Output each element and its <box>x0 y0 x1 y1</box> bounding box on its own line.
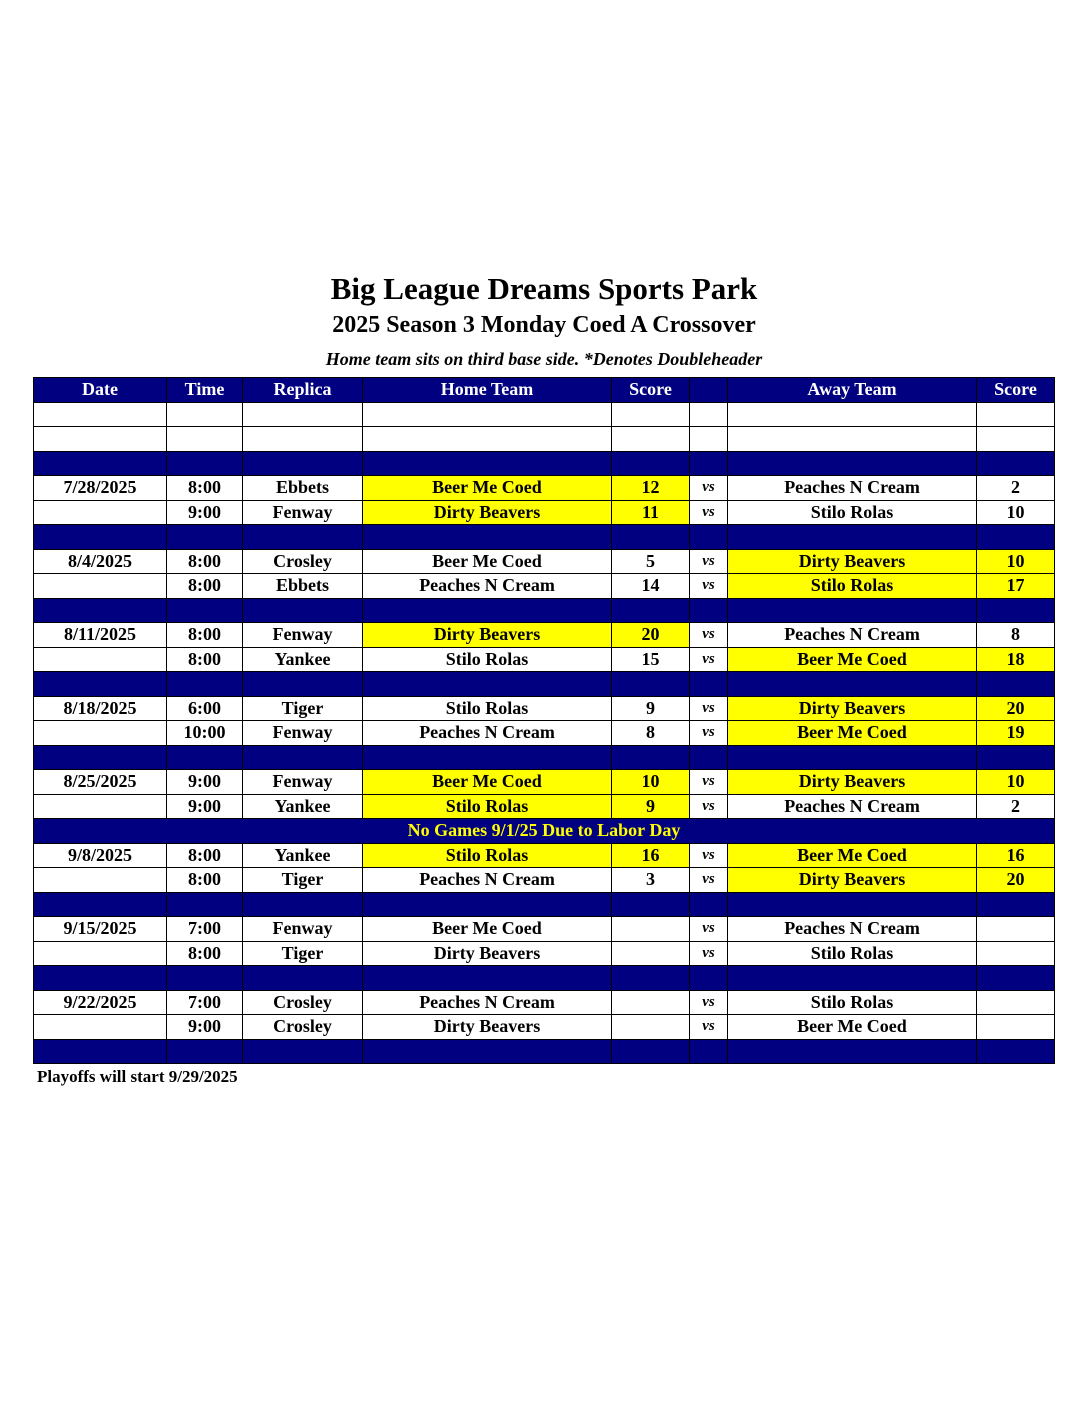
away-score-cell: 19 <box>977 721 1055 746</box>
home-score-cell: 20 <box>612 623 690 648</box>
time-cell: 9:00 <box>167 794 243 819</box>
away-score-cell: 10 <box>977 500 1055 525</box>
date-cell <box>34 868 167 893</box>
date-cell: 8/18/2025 <box>34 696 167 721</box>
empty-cell <box>243 672 363 697</box>
vs-cell: vs <box>690 549 728 574</box>
empty-cell <box>243 525 363 550</box>
time-cell: 8:00 <box>167 941 243 966</box>
empty-cell <box>690 966 728 991</box>
empty-cell <box>34 427 167 452</box>
away-score-cell: 16 <box>977 843 1055 868</box>
away-score-cell: 17 <box>977 574 1055 599</box>
empty-cell <box>728 525 977 550</box>
date-cell <box>34 941 167 966</box>
replica-cell: Ebbets <box>243 476 363 501</box>
date-cell: 8/4/2025 <box>34 549 167 574</box>
home-score-cell: 9 <box>612 794 690 819</box>
column-header-away-score: Score <box>977 378 1055 403</box>
replica-cell: Tiger <box>243 696 363 721</box>
game-row <box>34 1015 1055 1040</box>
game-row <box>34 917 1055 942</box>
away-team-cell: Dirty Beavers <box>728 868 977 893</box>
empty-cell <box>977 525 1055 550</box>
empty-cell <box>34 892 167 917</box>
vs-cell: vs <box>690 696 728 721</box>
empty-cell <box>612 402 690 427</box>
game-row <box>34 868 1055 893</box>
empty-cell <box>690 402 728 427</box>
away-score-cell: 20 <box>977 696 1055 721</box>
away-team-cell: Beer Me Coed <box>728 721 977 746</box>
empty-cell <box>977 427 1055 452</box>
home-score-cell: 8 <box>612 721 690 746</box>
empty-cell <box>243 892 363 917</box>
playoffs-note: Playoffs will start 9/29/2025 <box>37 1067 238 1086</box>
column-header-replica: Replica <box>243 378 363 403</box>
date-cell: 8/11/2025 <box>34 623 167 648</box>
date-cell <box>34 794 167 819</box>
game-row <box>34 696 1055 721</box>
empty-cell <box>728 427 977 452</box>
away-score-cell: 2 <box>977 794 1055 819</box>
game-row <box>34 574 1055 599</box>
home-team-cell: Dirty Beavers <box>363 941 612 966</box>
separator-row <box>34 1039 1055 1064</box>
empty-cell <box>243 745 363 770</box>
home-score-cell: 16 <box>612 843 690 868</box>
away-score-cell: 10 <box>977 770 1055 795</box>
empty-cell <box>363 1039 612 1064</box>
empty-cell <box>977 1039 1055 1064</box>
empty-cell <box>977 966 1055 991</box>
empty-cell <box>243 966 363 991</box>
replica-cell: Fenway <box>243 721 363 746</box>
empty-cell <box>167 745 243 770</box>
replica-cell: Yankee <box>243 647 363 672</box>
home-score-cell: 5 <box>612 549 690 574</box>
home-team-cell: Beer Me Coed <box>363 476 612 501</box>
empty-cell <box>34 451 167 476</box>
notice-row <box>34 819 1055 844</box>
empty-cell <box>612 745 690 770</box>
home-score-cell <box>612 917 690 942</box>
time-cell: 7:00 <box>167 917 243 942</box>
time-cell: 9:00 <box>167 770 243 795</box>
time-cell: 6:00 <box>167 696 243 721</box>
notice-text: No Games 9/1/25 Due to Labor Day <box>34 819 1055 844</box>
empty-cell <box>167 598 243 623</box>
empty-cell <box>167 966 243 991</box>
replica-cell: Tiger <box>243 941 363 966</box>
empty-cell <box>612 598 690 623</box>
date-cell <box>34 574 167 599</box>
header-row <box>34 378 1055 403</box>
vs-cell: vs <box>690 990 728 1015</box>
away-score-cell <box>977 990 1055 1015</box>
vs-cell: vs <box>690 574 728 599</box>
column-header-date: Date <box>34 378 167 403</box>
empty-cell <box>977 451 1055 476</box>
empty-cell <box>34 598 167 623</box>
away-team-cell: Stilo Rolas <box>728 990 977 1015</box>
empty-cell <box>612 1039 690 1064</box>
away-score-cell <box>977 941 1055 966</box>
away-team-cell: Peaches N Cream <box>728 917 977 942</box>
empty-cell <box>243 598 363 623</box>
game-row <box>34 794 1055 819</box>
home-team-cell: Stilo Rolas <box>363 843 612 868</box>
home-team-cell: Stilo Rolas <box>363 647 612 672</box>
empty-cell <box>690 672 728 697</box>
vs-cell: vs <box>690 1015 728 1040</box>
empty-cell <box>243 1039 363 1064</box>
date-cell <box>34 500 167 525</box>
empty-cell <box>167 451 243 476</box>
empty-cell <box>728 672 977 697</box>
away-team-cell: Peaches N Cream <box>728 794 977 819</box>
empty-cell <box>363 525 612 550</box>
replica-cell: Crosley <box>243 990 363 1015</box>
column-header-home-team: Home Team <box>363 378 612 403</box>
home-team-cell: Peaches N Cream <box>363 574 612 599</box>
time-cell: 8:00 <box>167 843 243 868</box>
schedule-table <box>33 377 1055 1064</box>
empty-cell <box>363 451 612 476</box>
vs-cell: vs <box>690 500 728 525</box>
empty-cell <box>243 427 363 452</box>
empty-cell <box>612 427 690 452</box>
home-team-cell: Peaches N Cream <box>363 721 612 746</box>
separator-row <box>34 525 1055 550</box>
away-score-cell <box>977 1015 1055 1040</box>
time-cell: 8:00 <box>167 623 243 648</box>
empty-cell <box>690 525 728 550</box>
away-team-cell: Stilo Rolas <box>728 941 977 966</box>
replica-cell: Crosley <box>243 549 363 574</box>
time-cell: 8:00 <box>167 476 243 501</box>
away-score-cell: 2 <box>977 476 1055 501</box>
vs-cell: vs <box>690 941 728 966</box>
game-row <box>34 549 1055 574</box>
time-cell: 10:00 <box>167 721 243 746</box>
separator-row <box>34 745 1055 770</box>
blank-row <box>34 402 1055 427</box>
vs-cell: vs <box>690 770 728 795</box>
replica-cell: Yankee <box>243 794 363 819</box>
game-row <box>34 770 1055 795</box>
home-score-cell: 10 <box>612 770 690 795</box>
schedule-body <box>34 402 1055 1064</box>
replica-cell: Tiger <box>243 868 363 893</box>
away-team-cell: Dirty Beavers <box>728 770 977 795</box>
time-cell: 9:00 <box>167 500 243 525</box>
home-team-cell: Peaches N Cream <box>363 990 612 1015</box>
empty-cell <box>167 1039 243 1064</box>
column-header-home-score: Score <box>612 378 690 403</box>
empty-cell <box>977 672 1055 697</box>
separator-row <box>34 598 1055 623</box>
away-team-cell: Dirty Beavers <box>728 696 977 721</box>
vs-cell: vs <box>690 721 728 746</box>
empty-cell <box>34 525 167 550</box>
empty-cell <box>690 427 728 452</box>
empty-cell <box>243 451 363 476</box>
empty-cell <box>363 892 612 917</box>
away-team-cell: Beer Me Coed <box>728 843 977 868</box>
empty-cell <box>728 745 977 770</box>
empty-cell <box>690 1039 728 1064</box>
home-score-cell: 14 <box>612 574 690 599</box>
home-team-cell: Beer Me Coed <box>363 770 612 795</box>
empty-cell <box>977 598 1055 623</box>
game-row <box>34 721 1055 746</box>
empty-cell <box>34 966 167 991</box>
empty-cell <box>728 402 977 427</box>
game-row <box>34 843 1055 868</box>
replica-cell: Fenway <box>243 500 363 525</box>
column-header-time: Time <box>167 378 243 403</box>
vs-cell: vs <box>690 843 728 868</box>
vs-cell: vs <box>690 476 728 501</box>
away-team-cell: Stilo Rolas <box>728 574 977 599</box>
time-cell: 8:00 <box>167 868 243 893</box>
replica-cell: Fenway <box>243 770 363 795</box>
empty-cell <box>612 966 690 991</box>
away-score-cell <box>977 917 1055 942</box>
home-score-cell <box>612 941 690 966</box>
empty-cell <box>34 672 167 697</box>
home-score-cell <box>612 990 690 1015</box>
separator-row <box>34 672 1055 697</box>
empty-cell <box>690 598 728 623</box>
empty-cell <box>363 745 612 770</box>
page-title: Big League Dreams Sports Park <box>330 271 758 306</box>
empty-cell <box>167 892 243 917</box>
vs-cell: vs <box>690 917 728 942</box>
home-team-cell: Stilo Rolas <box>363 696 612 721</box>
date-cell: 9/8/2025 <box>34 843 167 868</box>
away-score-cell: 18 <box>977 647 1055 672</box>
game-row <box>34 941 1055 966</box>
game-row <box>34 623 1055 648</box>
date-cell: 7/28/2025 <box>34 476 167 501</box>
date-cell: 8/25/2025 <box>34 770 167 795</box>
vs-cell: vs <box>690 794 728 819</box>
empty-cell <box>728 1039 977 1064</box>
time-cell: 8:00 <box>167 647 243 672</box>
column-header-away-team: Away Team <box>728 378 977 403</box>
empty-cell <box>612 525 690 550</box>
empty-cell <box>690 745 728 770</box>
empty-cell <box>363 402 612 427</box>
replica-cell: Yankee <box>243 843 363 868</box>
empty-cell <box>34 1039 167 1064</box>
home-score-cell: 11 <box>612 500 690 525</box>
empty-cell <box>363 598 612 623</box>
empty-cell <box>977 402 1055 427</box>
empty-cell <box>690 451 728 476</box>
away-score-cell: 20 <box>977 868 1055 893</box>
away-team-cell: Peaches N Cream <box>728 476 977 501</box>
away-score-cell: 10 <box>977 549 1055 574</box>
time-cell: 7:00 <box>167 990 243 1015</box>
home-team-cell: Beer Me Coed <box>363 917 612 942</box>
home-team-cell: Stilo Rolas <box>363 794 612 819</box>
home-team-cell: Dirty Beavers <box>363 500 612 525</box>
replica-cell: Ebbets <box>243 574 363 599</box>
replica-cell: Fenway <box>243 623 363 648</box>
vs-cell: vs <box>690 868 728 893</box>
empty-cell <box>728 598 977 623</box>
empty-cell <box>167 525 243 550</box>
vs-cell: vs <box>690 647 728 672</box>
away-team-cell: Beer Me Coed <box>728 1015 977 1040</box>
empty-cell <box>728 892 977 917</box>
blank-row <box>34 427 1055 452</box>
empty-cell <box>977 892 1055 917</box>
time-cell: 8:00 <box>167 574 243 599</box>
empty-cell <box>690 892 728 917</box>
home-score-cell: 9 <box>612 696 690 721</box>
separator-row <box>34 966 1055 991</box>
empty-cell <box>363 672 612 697</box>
date-cell <box>34 721 167 746</box>
home-score-cell: 15 <box>612 647 690 672</box>
replica-cell: Crosley <box>243 1015 363 1040</box>
away-team-cell: Beer Me Coed <box>728 647 977 672</box>
date-cell: 9/22/2025 <box>34 990 167 1015</box>
empty-cell <box>612 672 690 697</box>
empty-cell <box>167 427 243 452</box>
date-cell <box>34 647 167 672</box>
game-row <box>34 500 1055 525</box>
away-team-cell: Dirty Beavers <box>728 549 977 574</box>
empty-cell <box>363 427 612 452</box>
separator-row <box>34 892 1055 917</box>
home-score-cell <box>612 1015 690 1040</box>
empty-cell <box>167 672 243 697</box>
date-cell: 9/15/2025 <box>34 917 167 942</box>
away-team-cell: Peaches N Cream <box>728 623 977 648</box>
empty-cell <box>612 892 690 917</box>
game-row <box>34 476 1055 501</box>
home-team-cell: Dirty Beavers <box>363 1015 612 1040</box>
empty-cell <box>167 402 243 427</box>
game-row <box>34 990 1055 1015</box>
replica-cell: Fenway <box>243 917 363 942</box>
away-score-cell: 8 <box>977 623 1055 648</box>
away-team-cell: Stilo Rolas <box>728 500 977 525</box>
empty-cell <box>728 451 977 476</box>
empty-cell <box>34 745 167 770</box>
empty-cell <box>612 451 690 476</box>
home-score-cell: 12 <box>612 476 690 501</box>
page-subtitle: 2025 Season 3 Monday Coed A Crossover <box>332 312 756 338</box>
game-row <box>34 647 1055 672</box>
home-score-cell: 3 <box>612 868 690 893</box>
empty-cell <box>363 966 612 991</box>
empty-cell <box>34 402 167 427</box>
empty-cell <box>243 402 363 427</box>
date-cell <box>34 1015 167 1040</box>
separator-row <box>34 451 1055 476</box>
page-note: Home team sits on third base side. *Denotes Doubleheader <box>325 349 763 369</box>
column-header-vs <box>690 378 728 403</box>
vs-cell: vs <box>690 623 728 648</box>
time-cell: 8:00 <box>167 549 243 574</box>
empty-cell <box>977 745 1055 770</box>
home-team-cell: Dirty Beavers <box>363 623 612 648</box>
home-team-cell: Peaches N Cream <box>363 868 612 893</box>
time-cell: 9:00 <box>167 1015 243 1040</box>
home-team-cell: Beer Me Coed <box>363 549 612 574</box>
empty-cell <box>728 966 977 991</box>
